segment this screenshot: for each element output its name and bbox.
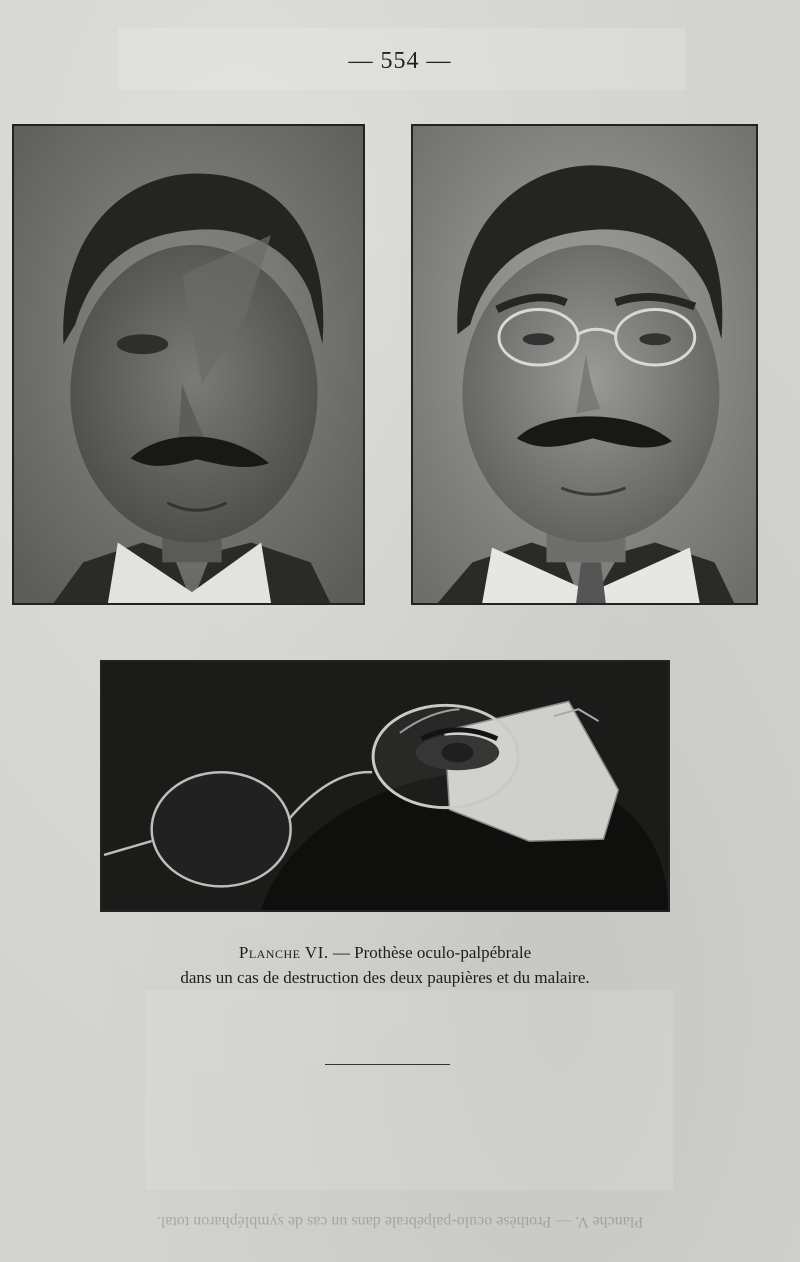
photo-prosthesis-on-spectacles bbox=[100, 660, 670, 912]
caption-line-2: dans un cas de destruction des deux paupières et du malaire. bbox=[180, 968, 590, 987]
show-through-area-bottom bbox=[145, 990, 673, 1190]
caption-title: — Prothèse oculo-palpébrale bbox=[328, 943, 532, 962]
page-number: — 554 — bbox=[348, 48, 452, 74]
show-through-caption: Planche V. — Prothèse oculo-palpébrale dans un cas de symblépharon total. bbox=[156, 1213, 644, 1230]
caption-line-1 bbox=[100, 940, 670, 965]
plate-label: Planche VI. bbox=[238, 943, 329, 962]
plate-caption bbox=[100, 940, 670, 990]
section-divider bbox=[325, 1064, 450, 1065]
photo-patient-without-prosthesis bbox=[12, 124, 365, 605]
photo-patient-with-prosthesis bbox=[411, 124, 758, 605]
